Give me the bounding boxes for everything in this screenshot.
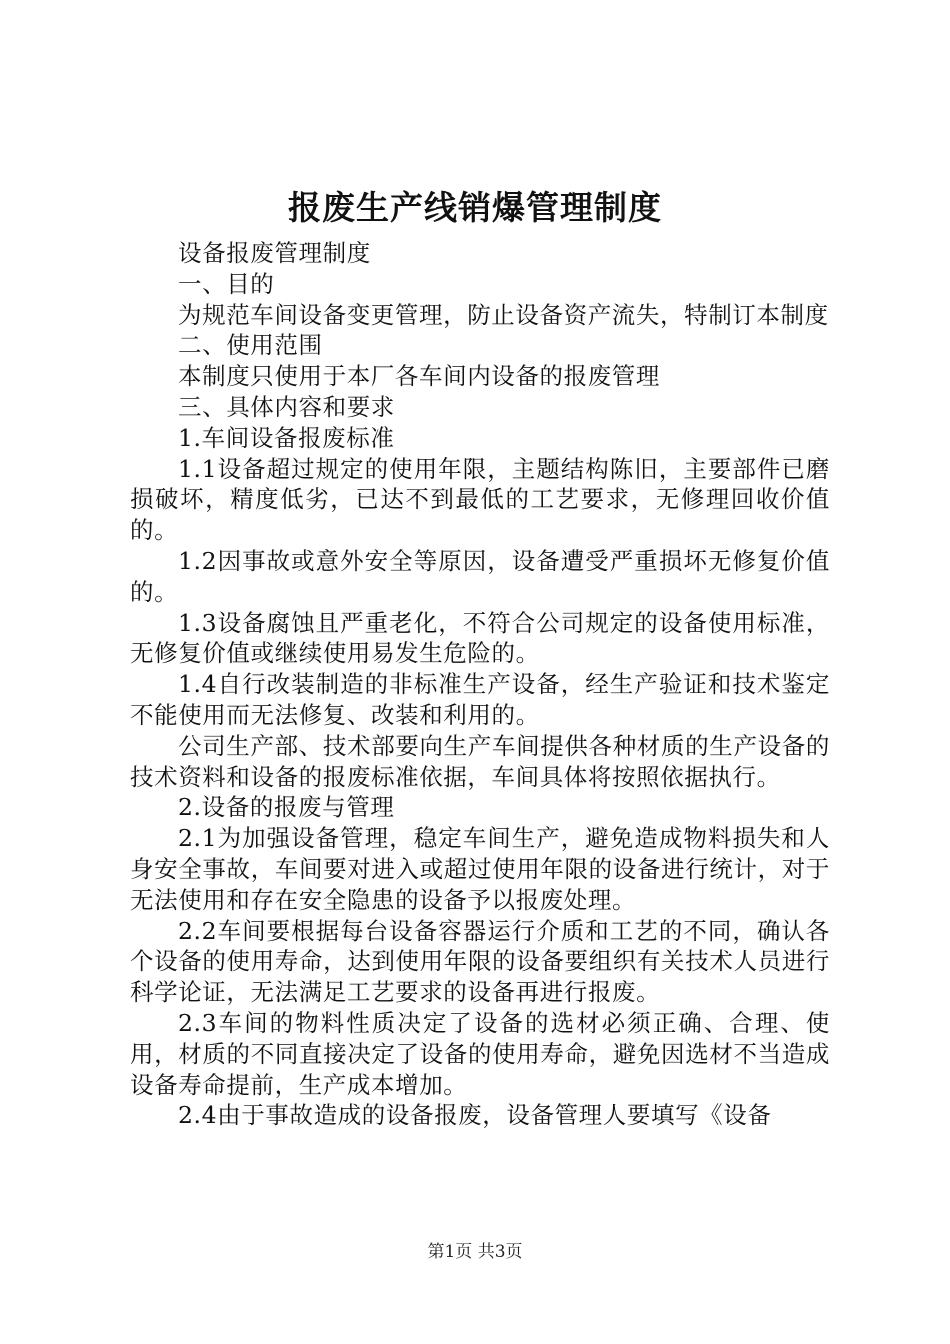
paragraph: 2.1为加强设备管理，稳定车间生产，避免造成物料损失和人身安全事故，车间要对进入或超过使用年限的设备进行统计，对于无法使用和存在安全隐患的设备予以报废处理。 [130, 824, 830, 914]
paragraph: 三、具体内容和要求 [178, 392, 395, 421]
paragraph: 1.1设备超过规定的使用年限，主题结构陈旧，主要部件已磨损破坏，精度低劣，已达不到最低的工艺要求，无修理回收价值的。 [130, 454, 830, 545]
paragraph: 公司生产部、技术部要向生产车间提供各种材质的生产设备的技术资料和设备的报废标准依据，车间具体将按照依据执行。 [130, 731, 830, 791]
paragraph: 二、使用范围 [178, 331, 323, 360]
paragraph: 为规范车间设备变更管理，防止设备资产流失，特制订本制度 [178, 300, 829, 329]
paragraph: 1.2因事故或意外安全等原因，设备遭受严重损坏无修复价值的。 [130, 546, 830, 606]
paragraph: 1.3设备腐蚀且严重老化，不符合公司规定的设备使用标准，无修复价值或继续使用易发生危险的。 [130, 608, 830, 668]
page-number-footer: 第1页 共3页 [427, 1242, 523, 1262]
paragraph: 本制度只使用于本厂各车间内设备的报废管理 [178, 362, 660, 391]
paragraph: 2.设备的报废与管理 [178, 793, 395, 822]
paragraph: 设备报废管理制度 [178, 239, 371, 267]
paragraph: 1.车间设备报废标准 [178, 423, 395, 452]
paragraph: 1.4自行改装制造的非标准生产设备，经生产验证和技术鉴定不能使用而无法修复、改装和利用的。 [130, 670, 830, 729]
paragraph: 2.4由于事故造成的设备报废，设备管理人要填写《设备 [178, 1101, 772, 1130]
paragraph: 一、目的 [178, 269, 275, 298]
document-title: 报废生产线销爆管理制度 [288, 188, 662, 227]
paragraph: 2.2车间要根据每台设备容器运行介质和工艺的不同，确认各个设备的使用寿命，达到使用年限的设备要组织有关技术人员进行科学论证，无法满足工艺要求的设备再进行报废。 [130, 916, 830, 1007]
paragraph: 2.3车间的物料性质决定了设备的选材必须正确、合理、使用，材质的不同直接决定了设备的使用寿命，避免因选材不当造成设备寿命提前，生产成本增加。 [130, 1008, 830, 1099]
document-body [130, 238, 830, 1131]
